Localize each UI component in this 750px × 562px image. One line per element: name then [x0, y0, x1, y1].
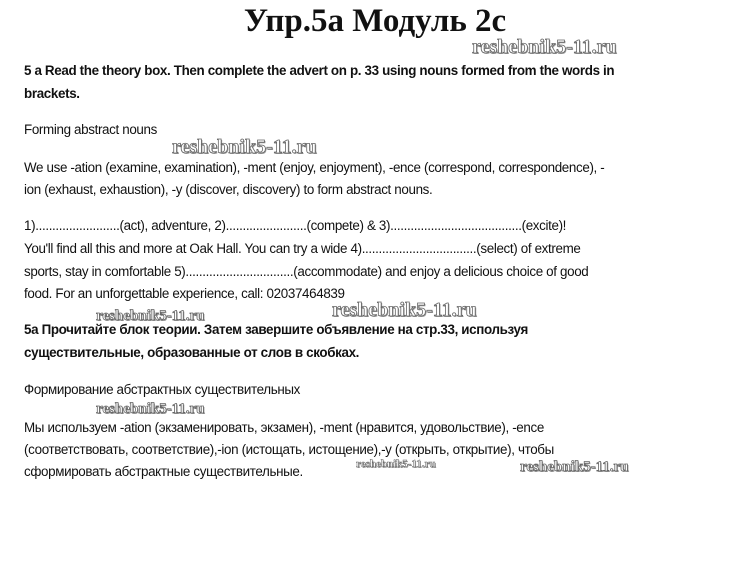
page-title: Упр.5а Модуль 2с [243, 3, 507, 39]
task-ru-line: 5a Прочитайте блок теории. Затем завершите объявление на стр.33, используя [24, 322, 528, 337]
task-ru-line: существительные, образованные от слов в скобках. [24, 345, 360, 360]
advert-line: 1).........................(act), adventure, 2)........................(compete) & 3).......................................(excite)! [24, 218, 567, 233]
watermark: reshebnik5-11.ru [472, 36, 617, 58]
theory-ru-line: Мы используем -ation (экзаменировать, экзамен), -ment (нравится, удовольствие), -ence [24, 420, 544, 435]
advert-line: food. For an unforgettable experience, call: 02037464839 [24, 286, 345, 301]
task-en-line: 5 a Read the theory box. Then complete the advert on p. 33 using nouns formed from the words in [24, 63, 615, 78]
advert-line: You'll find all this and more at Oak Hall. You can try a wide 4)..................................(select) of extreme [24, 241, 581, 256]
watermark: reshebnik5-11.ru [332, 299, 477, 321]
theory-en-line: We use -ation (examine, examination), -ment (enjoy, enjoyment), -ence (correspond, correspondence), - [24, 160, 605, 175]
theory-ru-line: сформировать абстрактные существительные. [24, 464, 303, 479]
watermark: reshebnik5-11.ru [172, 136, 317, 158]
advert-line: sports, stay in comfortable 5)................................(accommodate) and enjoy a delicious choice of good [24, 264, 589, 279]
theory-en-line: ion (exhaust, exhaustion), -y (discover, discovery) to form abstract nouns. [24, 182, 433, 197]
theory-title-en: Forming abstract nouns [24, 122, 157, 137]
task-en-line: brackets. [24, 86, 80, 101]
watermark: reshebnik5-11.ru [96, 308, 205, 324]
watermark: reshebnik5-11.ru [356, 458, 436, 470]
watermark: reshebnik5-11.ru [96, 401, 205, 417]
theory-ru-line: (соответствовать, соответствие),-ion (истощать, истощение),-y (открыть, открытие), чтобы [24, 442, 554, 457]
watermark: reshebnik5-11.ru [520, 459, 629, 475]
theory-title-ru: Формирование абстрактных существительных [24, 382, 300, 397]
